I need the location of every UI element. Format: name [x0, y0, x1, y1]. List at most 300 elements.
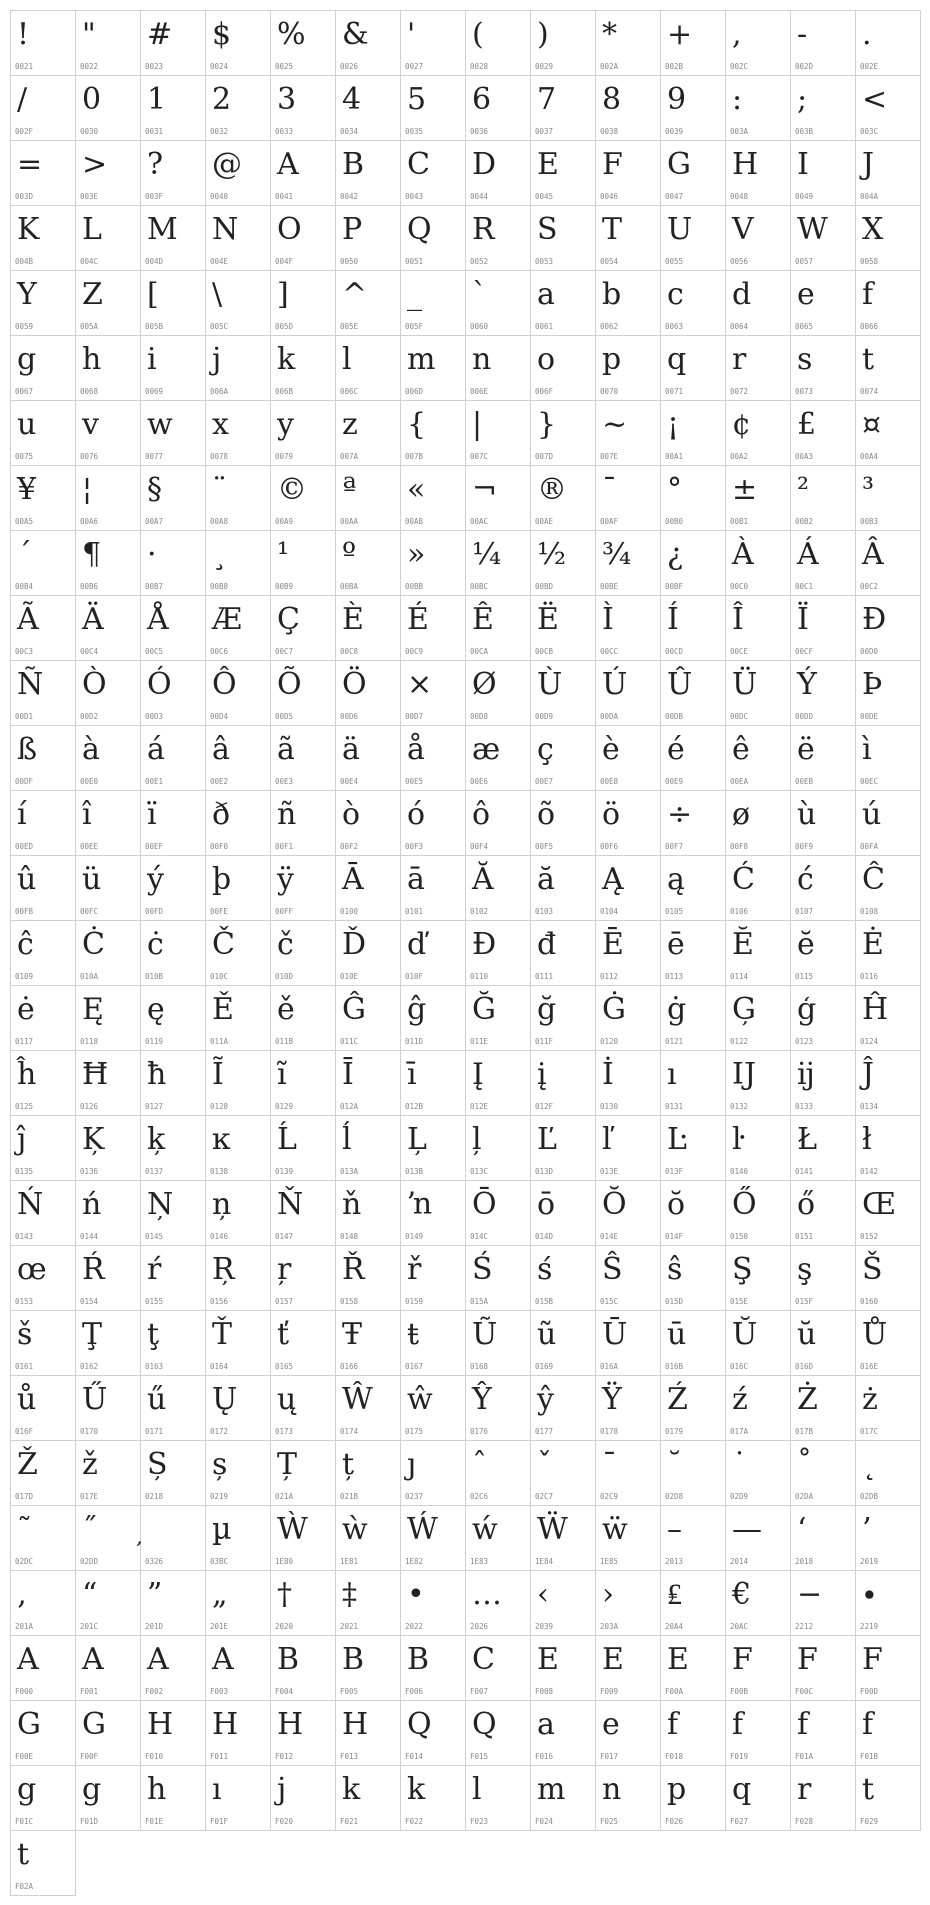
glyph-char: R [472, 212, 495, 247]
glyph-cell [270, 1700, 336, 1766]
glyph-cell [205, 1700, 271, 1766]
glyph-codepoint: 00BB [405, 582, 424, 591]
glyph-cell [335, 790, 401, 856]
glyph-cell [140, 75, 206, 141]
glyph-char: ď [407, 927, 427, 962]
glyph-char: Â [862, 537, 884, 572]
glyph-char: ź [732, 1382, 748, 1417]
glyph-cell [10, 1765, 76, 1831]
glyph-cell [725, 1245, 791, 1311]
glyph-cell [595, 1570, 661, 1636]
glyph-codepoint: 0104 [600, 907, 619, 916]
glyph-codepoint: 014C [470, 1232, 489, 1241]
glyph-cell [140, 1505, 206, 1571]
glyph-char: Ž [17, 1447, 38, 1482]
glyph-codepoint: 0037 [535, 127, 554, 136]
glyph-codepoint: 002D [795, 62, 814, 71]
glyph-codepoint: 0149 [405, 1232, 424, 1241]
glyph-cell [140, 400, 206, 466]
glyph-char: ò [342, 797, 361, 832]
glyph-cell [595, 1310, 661, 1376]
glyph-codepoint: 02DD [80, 1557, 99, 1566]
glyph-char: Ã [17, 602, 39, 637]
glyph-codepoint: 00E7 [535, 777, 554, 786]
glyph-cell [660, 920, 726, 986]
glyph-cell [530, 1375, 596, 1441]
glyph-cell [335, 1700, 401, 1766]
glyph-codepoint: 0133 [795, 1102, 814, 1111]
glyph-codepoint: 00B7 [145, 582, 164, 591]
glyph-char: î [82, 797, 92, 832]
glyph-codepoint: 0043 [405, 192, 424, 201]
glyph-codepoint: 00E5 [405, 777, 424, 786]
glyph-codepoint: 010C [210, 972, 229, 981]
glyph-cell [270, 1310, 336, 1376]
glyph-codepoint: 00B1 [730, 517, 749, 526]
glyph-char: Ť [212, 1317, 233, 1352]
glyph-codepoint: F003 [210, 1687, 229, 1696]
glyph-cell [205, 270, 271, 336]
glyph-codepoint: 0167 [405, 1362, 424, 1371]
glyph-char: ĺ [342, 1122, 352, 1157]
glyph-codepoint: 0048 [730, 192, 749, 201]
glyph-char: ¾ [602, 537, 632, 572]
glyph-cell [75, 790, 141, 856]
glyph-char: ŏ [667, 1187, 686, 1222]
glyph-codepoint: 00E0 [80, 777, 99, 786]
glyph-char: d [732, 277, 752, 312]
glyph-cell [595, 985, 661, 1051]
glyph-codepoint: 004D [145, 257, 164, 266]
glyph-cell [725, 1180, 791, 1246]
glyph-char: r [732, 342, 747, 377]
glyph-cell [140, 790, 206, 856]
glyph-cell [465, 400, 531, 466]
glyph-cell [75, 530, 141, 596]
glyph-char: Ẅ [537, 1512, 568, 1547]
glyph-char: Œ [862, 1187, 897, 1222]
glyph-codepoint: 006E [470, 387, 489, 396]
glyph-codepoint: 0072 [730, 387, 749, 396]
glyph-cell [10, 1700, 76, 1766]
glyph-codepoint: 0148 [340, 1232, 359, 1241]
glyph-char: É [407, 602, 429, 637]
glyph-cell [725, 1570, 791, 1636]
glyph-char: ‡ [342, 1577, 357, 1612]
glyph-char: ñ [277, 797, 297, 832]
glyph-char: ł [862, 1122, 872, 1157]
glyph-codepoint: F020 [275, 1817, 294, 1826]
glyph-char: Ŗ [212, 1252, 235, 1287]
glyph-codepoint: 0123 [795, 1037, 814, 1046]
glyph-codepoint: 00D7 [405, 712, 424, 721]
glyph-char: F [862, 1642, 883, 1677]
glyph-char: % [277, 17, 306, 52]
glyph-codepoint: 0058 [860, 257, 879, 266]
glyph-cell [530, 1765, 596, 1831]
glyph-cell [855, 1310, 921, 1376]
glyph-cell [465, 920, 531, 986]
glyph-codepoint: 00F5 [535, 842, 554, 851]
glyph-codepoint: 0138 [210, 1167, 229, 1176]
glyph-char: ˚ [797, 1447, 812, 1482]
glyph-cell [855, 75, 921, 141]
glyph-codepoint: F00E [15, 1752, 34, 1761]
glyph-char: Ą [602, 862, 624, 897]
glyph-codepoint: F012 [275, 1752, 294, 1761]
glyph-codepoint: 02D8 [665, 1492, 684, 1501]
glyph-codepoint: 00AA [340, 517, 359, 526]
glyph-codepoint: 00C1 [795, 582, 814, 591]
glyph-codepoint: 2019 [860, 1557, 879, 1566]
glyph-char: − [797, 1577, 823, 1612]
glyph-cell [75, 985, 141, 1051]
glyph-char: ħ [147, 1057, 167, 1092]
glyph-char: › [602, 1577, 614, 1612]
glyph-char: º [342, 537, 357, 572]
glyph-cell [530, 855, 596, 921]
glyph-codepoint: 0145 [145, 1232, 164, 1241]
glyph-cell [855, 725, 921, 791]
glyph-char: a [537, 277, 555, 312]
glyph-codepoint: 004A [860, 192, 879, 201]
glyph-codepoint: 02C9 [600, 1492, 619, 1501]
glyph-char: č [277, 927, 294, 962]
glyph-char: Ă [472, 862, 494, 897]
glyph-codepoint: 0218 [145, 1492, 164, 1501]
glyph-char: Ë [537, 602, 559, 637]
glyph-cell [855, 855, 921, 921]
glyph-char: ă [537, 862, 555, 897]
glyph-codepoint: 0079 [275, 452, 294, 461]
glyph-cell [465, 1050, 531, 1116]
glyph-cell [205, 1635, 271, 1701]
glyph-cell [855, 1440, 921, 1506]
glyph-char: Í [667, 602, 679, 637]
glyph-cell [465, 270, 531, 336]
glyph-char: M [147, 212, 178, 247]
glyph-char: „ [212, 1577, 228, 1612]
glyph-char: J [862, 147, 875, 182]
glyph-cell [790, 1765, 856, 1831]
glyph-codepoint: 00EA [730, 777, 749, 786]
glyph-cell [465, 335, 531, 401]
glyph-cell [270, 985, 336, 1051]
glyph-char: Ű [82, 1382, 108, 1417]
glyph-cell [75, 595, 141, 661]
glyph-cell [465, 1700, 531, 1766]
glyph-cell [530, 920, 596, 986]
glyph-char: Û [667, 667, 693, 702]
glyph-cell [465, 1635, 531, 1701]
glyph-codepoint: 0112 [600, 972, 619, 981]
glyph-char: V [732, 212, 754, 247]
glyph-char: Ẁ [277, 1512, 308, 1547]
glyph-char: ĉ [17, 927, 34, 962]
glyph-cell [595, 400, 661, 466]
glyph-codepoint: F01A [795, 1752, 814, 1761]
glyph-codepoint: 00F0 [210, 842, 229, 851]
glyph-codepoint: 011E [470, 1037, 489, 1046]
glyph-char: Ş [732, 1252, 753, 1287]
glyph-cell [75, 335, 141, 401]
glyph-char: ī [407, 1057, 417, 1092]
glyph-codepoint: 2018 [795, 1557, 814, 1566]
glyph-codepoint: 0163 [145, 1362, 164, 1371]
glyph-codepoint: F016 [535, 1752, 554, 1761]
glyph-char: A [17, 1642, 39, 1677]
glyph-cell [660, 1050, 726, 1116]
glyph-char: Æ [212, 602, 243, 637]
glyph-char: ÿ [277, 862, 294, 897]
glyph-cell [140, 1700, 206, 1766]
glyph-codepoint: 00A4 [860, 452, 879, 461]
glyph-cell [75, 1375, 141, 1441]
glyph-cell [205, 1440, 271, 1506]
glyph-char: ŗ [277, 1252, 292, 1287]
glyph-cell [855, 1505, 921, 1571]
glyph-codepoint: 0160 [860, 1297, 879, 1306]
glyph-char: õ [537, 797, 556, 832]
glyph-codepoint: 004C [80, 257, 99, 266]
glyph-codepoint: 007D [535, 452, 554, 461]
glyph-codepoint: 00B3 [860, 517, 879, 526]
glyph-char: ß [17, 732, 38, 767]
glyph-codepoint: 0078 [210, 452, 229, 461]
glyph-codepoint: 0109 [15, 972, 34, 981]
glyph-codepoint: 0021 [15, 62, 34, 71]
glyph-cell [270, 465, 336, 531]
glyph-cell [75, 1115, 141, 1181]
glyph-char: * [602, 17, 617, 52]
glyph-codepoint: 0026 [340, 62, 359, 71]
glyph-codepoint: 00D1 [15, 712, 34, 721]
glyph-codepoint: 00C2 [860, 582, 879, 591]
glyph-char: à [82, 732, 100, 767]
glyph-cell [530, 400, 596, 466]
glyph-cell [465, 140, 531, 206]
glyph-cell [335, 920, 401, 986]
glyph-char: ) [537, 17, 549, 52]
glyph-codepoint: F01B [860, 1752, 879, 1761]
glyph-char: G [17, 1707, 41, 1742]
glyph-cell [205, 140, 271, 206]
glyph-cell [270, 1375, 336, 1441]
glyph-char: Ł [797, 1122, 818, 1157]
glyph-cell [140, 1310, 206, 1376]
glyph-cell [400, 75, 466, 141]
glyph-char: · [147, 537, 157, 572]
glyph-codepoint: 006A [210, 387, 229, 396]
glyph-cell [660, 10, 726, 76]
glyph-codepoint: 201C [80, 1622, 99, 1631]
glyph-cell [140, 1050, 206, 1116]
glyph-codepoint: 00C5 [145, 647, 164, 656]
glyph-cell [270, 855, 336, 921]
glyph-cell [10, 1830, 76, 1896]
glyph-cell [790, 10, 856, 76]
glyph-cell [400, 465, 466, 531]
glyph-codepoint: 0070 [600, 387, 619, 396]
glyph-char: â [212, 732, 230, 767]
glyph-codepoint: 0121 [665, 1037, 684, 1046]
glyph-codepoint: 0076 [80, 452, 99, 461]
glyph-cell [270, 725, 336, 791]
glyph-char: Ů [862, 1317, 888, 1352]
glyph-codepoint: 02C6 [470, 1492, 489, 1501]
glyph-codepoint: 0155 [145, 1297, 164, 1306]
glyph-cell [660, 530, 726, 596]
glyph-codepoint: F00F [80, 1752, 99, 1761]
glyph-char: ¿ [667, 537, 684, 572]
glyph-codepoint: 2219 [860, 1622, 879, 1631]
glyph-codepoint: 00A8 [210, 517, 229, 526]
glyph-cell [725, 1505, 791, 1571]
glyph-codepoint: 0074 [860, 387, 879, 396]
glyph-char: Ě [212, 992, 234, 1027]
glyph-char: ŭ [797, 1317, 817, 1352]
glyph-codepoint: 0053 [535, 257, 554, 266]
glyph-char: Ț [277, 1447, 298, 1482]
glyph-cell [270, 1505, 336, 1571]
glyph-codepoint: 0030 [80, 127, 99, 136]
glyph-cell [10, 270, 76, 336]
glyph-char: Ġ [602, 992, 626, 1027]
glyph-char: s [797, 342, 813, 377]
glyph-cell [335, 270, 401, 336]
glyph-codepoint: 00C0 [730, 582, 749, 591]
glyph-codepoint: 0022 [80, 62, 99, 71]
glyph-codepoint: 0105 [665, 907, 684, 916]
glyph-char: Ğ [472, 992, 496, 1027]
glyph-char: Ŏ [602, 1187, 627, 1222]
glyph-char: ú [862, 797, 882, 832]
glyph-char: c [667, 277, 684, 312]
glyph-cell [855, 400, 921, 466]
glyph-cell [790, 1245, 856, 1311]
glyph-char: ₤ [667, 1577, 682, 1612]
glyph-char: « [407, 472, 426, 507]
glyph-char: C [407, 147, 430, 182]
glyph-char: ŝ [667, 1252, 683, 1287]
glyph-codepoint: 1E83 [470, 1557, 489, 1566]
glyph-char: ? [147, 147, 164, 182]
glyph-codepoint: 0036 [470, 127, 489, 136]
glyph-codepoint: 0126 [80, 1102, 99, 1111]
glyph-codepoint: 1E84 [535, 1557, 554, 1566]
glyph-char: 3 [277, 82, 297, 117]
glyph-cell [10, 400, 76, 466]
glyph-char: A [212, 1642, 234, 1677]
glyph-cell [140, 270, 206, 336]
glyph-codepoint: 0166 [340, 1362, 359, 1371]
glyph-cell [660, 985, 726, 1051]
glyph-char: æ [472, 732, 501, 767]
glyph-codepoint: 0169 [535, 1362, 554, 1371]
glyph-codepoint: F011 [210, 1752, 229, 1761]
glyph-cell [595, 10, 661, 76]
glyph-codepoint: 00B8 [210, 582, 229, 591]
glyph-char: Á [797, 537, 819, 572]
glyph-cell [790, 1505, 856, 1571]
glyph-char: 9 [667, 82, 687, 117]
glyph-codepoint: 0176 [470, 1427, 489, 1436]
glyph-codepoint: 00D8 [470, 712, 489, 721]
glyph-cell [725, 1310, 791, 1376]
glyph-char: ’ [862, 1512, 872, 1547]
glyph-char: g [82, 1772, 102, 1807]
glyph-codepoint: 006B [275, 387, 294, 396]
glyph-char: ÷ [667, 797, 693, 832]
glyph-char: é [667, 732, 685, 767]
glyph-cell [270, 335, 336, 401]
glyph-codepoint: 0050 [340, 257, 359, 266]
glyph-codepoint: 016C [730, 1362, 749, 1371]
glyph-codepoint: 2020 [275, 1622, 294, 1631]
glyph-char: / [17, 82, 28, 117]
glyph-cell [790, 400, 856, 466]
glyph-codepoint: F025 [600, 1817, 619, 1826]
glyph-codepoint: 0101 [405, 907, 424, 916]
glyph-cell [75, 1180, 141, 1246]
glyph-codepoint: 00B2 [795, 517, 814, 526]
glyph-codepoint: 02DC [15, 1557, 34, 1566]
glyph-cell [400, 400, 466, 466]
glyph-cell [10, 1635, 76, 1701]
glyph-codepoint: 00EE [80, 842, 99, 851]
glyph-char: ê [732, 732, 750, 767]
glyph-codepoint: F005 [340, 1687, 359, 1696]
glyph-codepoint: 0146 [210, 1232, 229, 1241]
glyph-cell [465, 10, 531, 76]
glyph-char: ^ [342, 277, 368, 312]
glyph-char: Ę [82, 992, 104, 1027]
glyph-codepoint: 013B [405, 1167, 424, 1176]
glyph-cell [660, 1375, 726, 1441]
glyph-char: i [147, 342, 157, 377]
glyph-cell [530, 205, 596, 271]
glyph-codepoint: 0136 [80, 1167, 99, 1176]
glyph-char: Ì [602, 602, 614, 637]
glyph-cell [205, 1570, 271, 1636]
glyph-char: & [342, 17, 369, 52]
glyph-char: ó [407, 797, 426, 832]
glyph-cell [400, 1245, 466, 1311]
glyph-char: ¶ [82, 537, 102, 572]
glyph-codepoint: 010E [340, 972, 359, 981]
glyph-char: ě [277, 992, 295, 1027]
glyph-codepoint: 003E [80, 192, 99, 201]
glyph-cell [855, 140, 921, 206]
glyph-cell [270, 270, 336, 336]
glyph-char: ť [277, 1317, 290, 1352]
glyph-char: ū [667, 1317, 687, 1352]
glyph-cell [75, 1505, 141, 1571]
glyph-char: } [537, 407, 557, 442]
glyph-char: H [732, 147, 759, 182]
glyph-cell [595, 465, 661, 531]
glyph-cell [725, 205, 791, 271]
glyph-codepoint: 010D [275, 972, 294, 981]
glyph-codepoint: 00CF [795, 647, 814, 656]
glyph-cell [855, 1245, 921, 1311]
glyph-codepoint: 0073 [795, 387, 814, 396]
glyph-codepoint: 0052 [470, 257, 489, 266]
glyph-cell [725, 335, 791, 401]
glyph-cell [75, 1765, 141, 1831]
glyph-codepoint: 0054 [600, 257, 619, 266]
glyph-cell [205, 1115, 271, 1181]
